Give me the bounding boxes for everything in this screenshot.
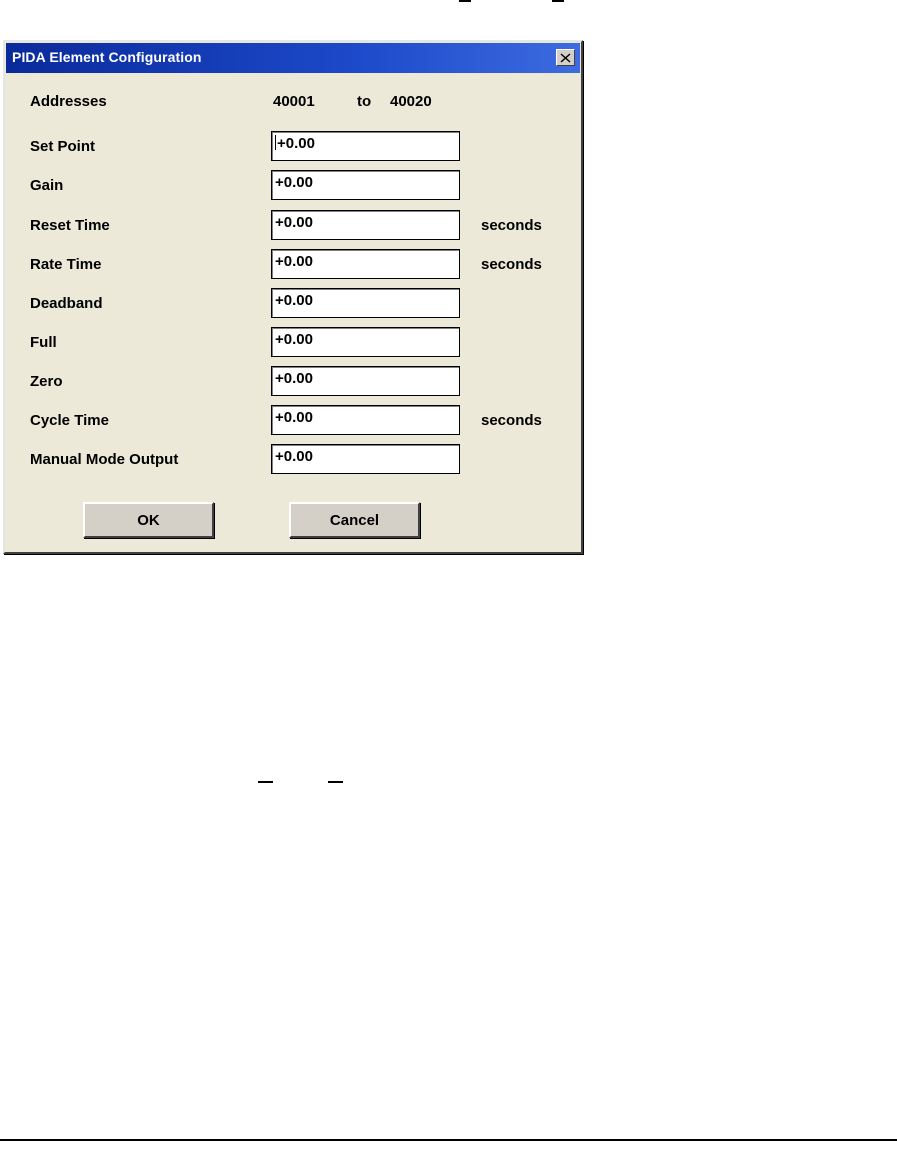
cycle-time-label: Cycle Time [30,412,109,429]
deadband-input[interactable] [271,288,460,318]
full-value: +0.00 [275,331,313,348]
gain-value: +0.00 [275,174,313,191]
rate-time-input[interactable] [271,249,460,279]
zero-label: Zero [30,373,63,390]
close-icon [560,53,571,63]
rate-time-label: Rate Time [30,256,102,273]
cycle-time-value: +0.00 [275,409,313,426]
page-mark-top-1 [459,0,471,2]
close-button[interactable] [556,49,575,66]
set-point-label: Set Point [30,138,96,155]
reset-time-label: Reset Time [30,217,110,234]
set-point-value: +0.00 [277,135,315,152]
zero-input[interactable] [271,366,460,396]
pida-config-dialog [3,40,583,554]
deadband-value: +0.00 [275,292,313,309]
gain-label: Gain [30,177,64,194]
page-footer-rule [0,1139,897,1141]
reset-time-unit: seconds [481,217,542,234]
reset-time-value: +0.00 [275,214,313,231]
text-cursor [275,135,276,150]
addresses-end: 40020 [390,93,432,110]
addresses-label: Addresses [30,93,107,110]
rate-time-value: +0.00 [275,253,313,270]
zero-value: +0.00 [275,370,313,387]
full-input[interactable] [271,327,460,357]
set-point-input[interactable] [271,131,460,161]
cancel-button[interactable]: Cancel [289,502,420,538]
manual-mode-output-label: Manual Mode Output [30,451,179,468]
ok-button[interactable]: OK [83,502,214,538]
rate-time-unit: seconds [481,256,542,273]
dialog-title: PIDA Element Configuration [12,49,202,65]
addresses-start: 40001 [273,93,315,110]
title-bar [6,43,580,73]
page-mark-mid-2 [328,781,343,783]
full-label: Full [30,334,57,351]
addresses-to: to [357,93,372,110]
page-mark-top-2 [552,0,564,2]
page-mark-mid-1 [258,781,273,783]
cycle-time-unit: seconds [481,412,542,429]
manual-mode-output-input[interactable] [271,444,460,474]
gain-input[interactable] [271,170,460,200]
deadband-label: Deadband [30,295,103,312]
cycle-time-input[interactable] [271,405,460,435]
reset-time-input[interactable] [271,210,460,240]
manual-mode-output-value: +0.00 [275,448,313,465]
